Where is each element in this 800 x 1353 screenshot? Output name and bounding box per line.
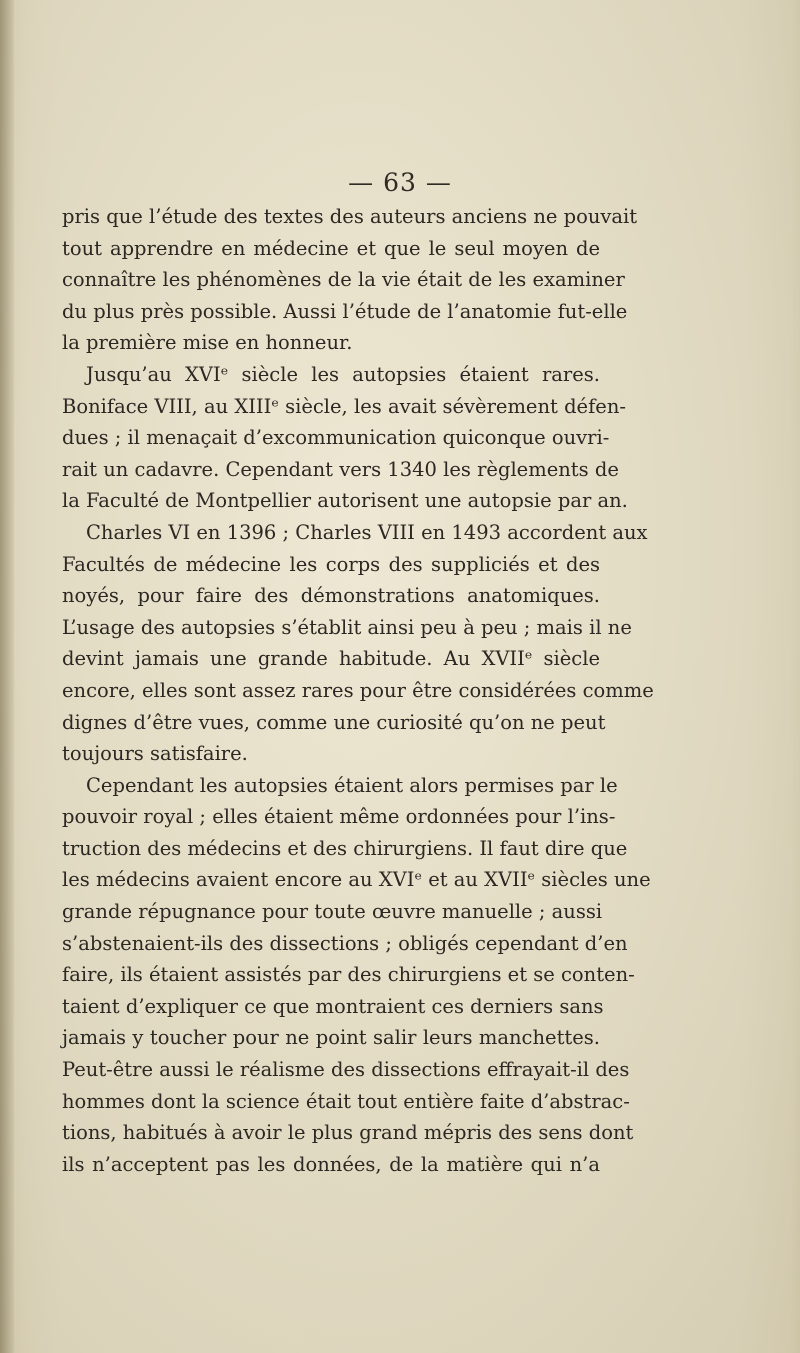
- text-line: la première mise en honneur.: [62, 331, 353, 355]
- page-number: — 63 —: [348, 168, 452, 197]
- text-line: Charles VI en 1396 ; Charles VIII en 1493 accordent aux: [86, 520, 648, 544]
- text-line: tions, habitués à avoir le plus grand mépris des sens dont: [62, 1121, 634, 1145]
- text-line: Cependant les autopsies étaient alors permises par le: [86, 773, 618, 797]
- text-line: Facultés de médecine les corps des suppliciés et des: [62, 552, 600, 576]
- text-line: ils n’acceptent pas les données, de la matière qui n’a: [62, 1152, 600, 1176]
- text-line: connaître les phénomènes de la vie était de les examiner: [62, 268, 625, 292]
- text-line: hommes dont la science était tout entière faite d’abstrac-: [62, 1089, 630, 1113]
- text-line: Peut-être aussi le réalisme des dissections effrayait-il des: [62, 1058, 630, 1082]
- text-line: faire, ils étaient assistés par des chirurgiens et se conten-: [62, 963, 635, 987]
- text-line: taient d’expliquer ce que montraient ces derniers sans: [62, 994, 604, 1018]
- text-line: grande répugnance pour toute œuvre manuelle ; aussi: [62, 900, 603, 924]
- text-line: jamais y toucher pour ne point salir leurs manchettes.: [62, 1026, 600, 1050]
- text-line: les médecins avaient encore au XVIᵉ et au XVIIᵉ siècles une: [62, 868, 651, 892]
- body-text: [62, 201, 654, 1180]
- text-line: du plus près possible. Aussi l’étude de l’anatomie fut-elle: [62, 299, 628, 323]
- text-line: la Faculté de Montpellier autorisent une autopsie par an.: [62, 489, 628, 513]
- text-line: dues ; il menaçait d’excommunication quiconque ouvri-: [62, 426, 610, 450]
- text-line: Boniface VIII, au XIIIᵉ siècle, les avait sévèrement défen-: [62, 394, 626, 418]
- text-line: rait un cadavre. Cependant vers 1340 les règlements de: [62, 457, 619, 481]
- text-line: pris que l’étude des textes des auteurs anciens ne pouvait: [62, 205, 638, 228]
- text-line: L’usage des autopsies s’établit ainsi peu à peu ; mais il ne: [62, 615, 632, 639]
- text-line: Jusqu’au XVIᵉ siècle les autopsies étaient rares.: [86, 362, 600, 386]
- text-line: pouvoir royal ; elles étaient même ordonnées pour l’ins-: [62, 805, 616, 829]
- text-line: truction des médecins et des chirurgiens. Il faut dire que: [62, 836, 628, 860]
- text-line: devint jamais une grande habitude. Au XVIIᵉ siècle: [62, 647, 600, 671]
- page-spine-shadow: [0, 0, 14, 1353]
- text-line: s’abstenaient-ils des dissections ; obligés cependant d’en: [62, 931, 628, 955]
- text-line: tout apprendre en médecine et que le seul moyen de: [62, 236, 600, 260]
- text-line: noyés, pour faire des démonstrations anatomiques.: [62, 584, 600, 608]
- text-line: encore, elles sont assez rares pour être considérées comme: [62, 678, 654, 702]
- text-line: dignes d’être vues, comme une curiosité qu’on ne peut: [62, 710, 606, 734]
- text-line: toujours satisfaire.: [62, 742, 248, 766]
